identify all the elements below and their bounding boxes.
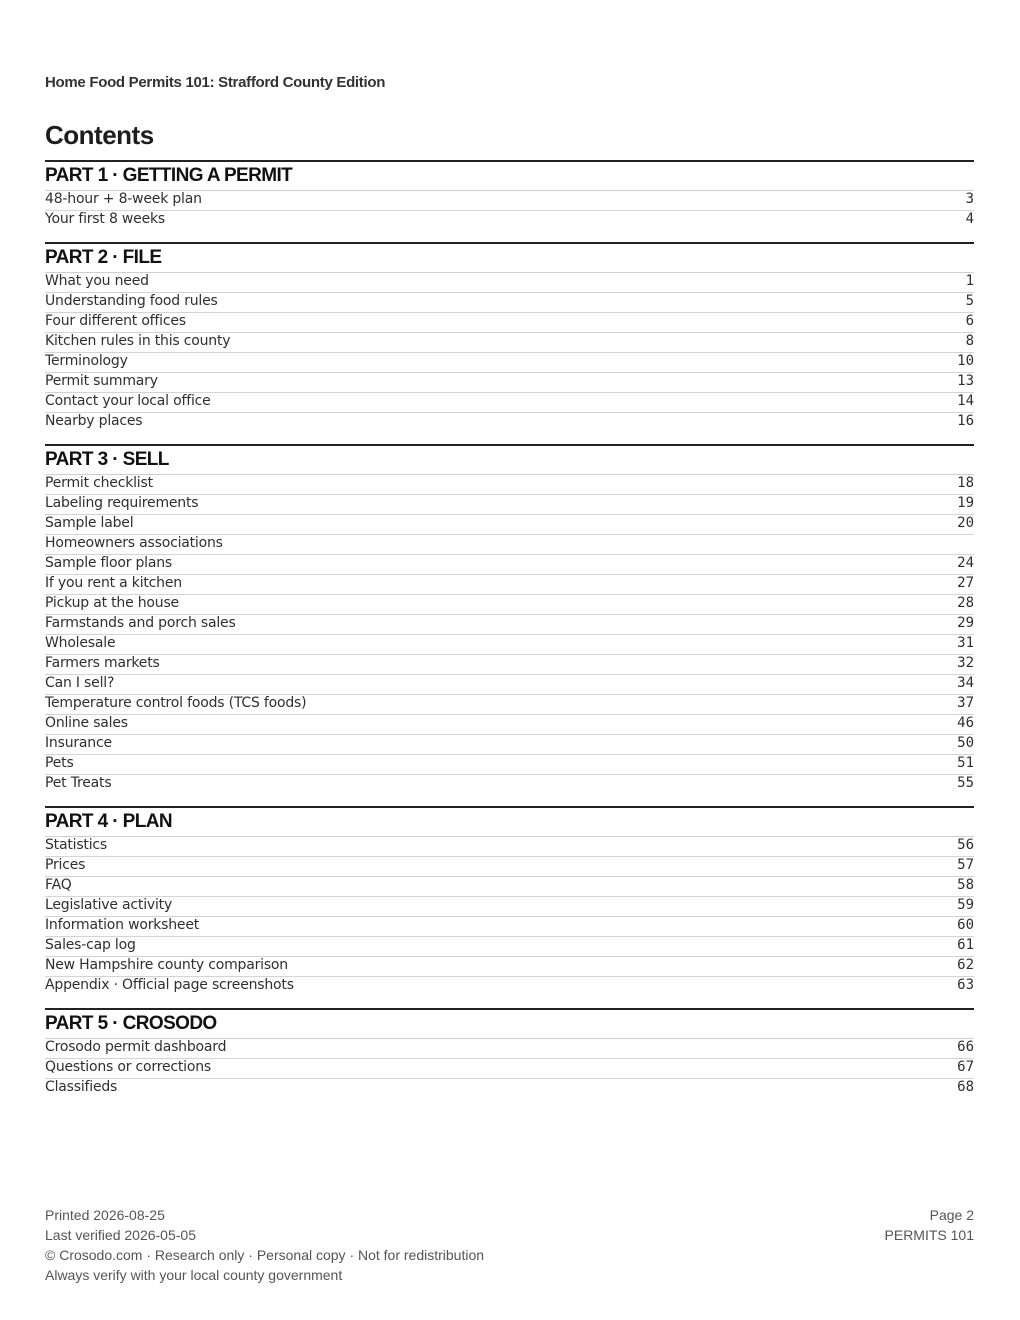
toc-entry-label: New Hampshire county comparison xyxy=(45,957,288,973)
toc-entry-page: 5 xyxy=(965,293,974,309)
toc-entry-label: Your first 8 weeks xyxy=(45,211,165,227)
part-title: PART 3 · SELL xyxy=(45,446,974,475)
toc-entry-label: Appendix · Official page screenshots xyxy=(45,977,294,993)
toc-entry-page: 61 xyxy=(957,937,974,953)
toc-entry[interactable] xyxy=(45,1079,974,1098)
toc-entry-page: 60 xyxy=(957,917,974,933)
toc-entry-label: Prices xyxy=(45,857,86,873)
toc-entry-page: 27 xyxy=(957,575,974,591)
table-of-contents xyxy=(45,160,974,1110)
toc-entry-label: Wholesale xyxy=(45,635,116,651)
toc-entry[interactable] xyxy=(45,495,974,515)
toc-entry-page: 63 xyxy=(957,977,974,993)
toc-entry-label: Contact your local office xyxy=(45,393,211,409)
toc-entry[interactable] xyxy=(45,615,974,635)
toc-entry[interactable] xyxy=(45,393,974,413)
toc-entry-label: Permit checklist xyxy=(45,475,153,491)
toc-entry-label: Four different offices xyxy=(45,313,186,329)
toc-entry-page: 18 xyxy=(957,475,974,491)
toc-entry[interactable] xyxy=(45,937,974,957)
toc-entry-page: 62 xyxy=(957,957,974,973)
toc-part xyxy=(45,1008,974,1098)
contents-heading: Contents xyxy=(45,120,154,150)
toc-entry[interactable] xyxy=(45,837,974,857)
toc-entry[interactable] xyxy=(45,635,974,655)
toc-entry-page: 31 xyxy=(957,635,974,651)
toc-entry-page: 14 xyxy=(957,393,974,409)
toc-entry-label: Crosodo permit dashboard xyxy=(45,1039,227,1055)
toc-entry-label: What you need xyxy=(45,273,149,289)
toc-entry-page: 10 xyxy=(957,353,974,369)
toc-entry-page: 16 xyxy=(957,413,974,429)
toc-entry[interactable] xyxy=(45,675,974,695)
toc-entry-label: Nearby places xyxy=(45,413,143,429)
document-title: Home Food Permits 101: Strafford County Edition xyxy=(45,74,386,91)
toc-entry-page: 3 xyxy=(965,191,974,207)
toc-entry-page: 51 xyxy=(957,755,974,771)
part-title: PART 5 · CROSODO xyxy=(45,1010,974,1039)
toc-entry-label: Terminology xyxy=(45,353,128,369)
toc-entry-label: Questions or corrections xyxy=(45,1059,211,1075)
toc-entry-page: 59 xyxy=(957,897,974,913)
toc-entry-page: 56 xyxy=(957,837,974,853)
toc-entry-label: Pet Treats xyxy=(45,775,112,791)
toc-entry-label: Understanding food rules xyxy=(45,293,218,309)
part-title: PART 4 · PLAN xyxy=(45,808,974,837)
toc-entry-page: 55 xyxy=(957,775,974,791)
toc-entry-page: 67 xyxy=(957,1059,974,1075)
toc-entry-page: 50 xyxy=(957,735,974,751)
toc-entry[interactable] xyxy=(45,515,974,535)
toc-entry-page: 28 xyxy=(957,595,974,611)
toc-entry[interactable] xyxy=(45,977,974,996)
toc-entry-page: 46 xyxy=(957,715,974,731)
toc-entry[interactable] xyxy=(45,413,974,432)
toc-entry-label: Online sales xyxy=(45,715,128,731)
toc-entry[interactable] xyxy=(45,353,974,373)
toc-part xyxy=(45,444,974,794)
document-short-title: PERMITS 101 xyxy=(884,1227,974,1243)
toc-entry-label: Farmers markets xyxy=(45,655,160,671)
page-number: Page 2 xyxy=(929,1207,974,1223)
toc-entry[interactable] xyxy=(45,755,974,775)
toc-entry-page: 34 xyxy=(957,675,974,691)
toc-entry-page: 6 xyxy=(965,313,974,329)
printed-date: Printed 2026-08-25 xyxy=(45,1207,165,1223)
toc-entry[interactable] xyxy=(45,917,974,937)
toc-entry[interactable] xyxy=(45,957,974,977)
toc-entry-label: Sales-cap log xyxy=(45,937,136,953)
toc-entry-label: FAQ xyxy=(45,877,72,893)
toc-entry-label: Homeowners associations xyxy=(45,535,223,551)
part-title: PART 1 · GETTING A PERMIT xyxy=(45,162,974,191)
toc-entry-page: 8 xyxy=(965,333,974,349)
toc-entry-label: Information worksheet xyxy=(45,917,200,933)
toc-entry[interactable] xyxy=(45,877,974,897)
toc-entry[interactable] xyxy=(45,1039,974,1059)
toc-entry[interactable] xyxy=(45,897,974,917)
toc-entry-label: Sample floor plans xyxy=(45,555,173,571)
toc-entry-page: 66 xyxy=(957,1039,974,1055)
toc-entry[interactable] xyxy=(45,695,974,715)
toc-entry-label: Sample label xyxy=(45,515,134,531)
toc-entry-page: 4 xyxy=(965,211,974,227)
toc-entry-page: 13 xyxy=(957,373,974,389)
toc-entry-page: 29 xyxy=(957,615,974,631)
toc-entry[interactable] xyxy=(45,715,974,735)
toc-entry-label: Insurance xyxy=(45,735,112,751)
toc-entry[interactable] xyxy=(45,273,974,293)
toc-entry[interactable] xyxy=(45,575,974,595)
toc-entry[interactable] xyxy=(45,595,974,615)
toc-entry-label: Pets xyxy=(45,755,74,771)
toc-entry-page: 1 xyxy=(965,273,974,289)
toc-entry-page: 58 xyxy=(957,877,974,893)
toc-entry[interactable] xyxy=(45,313,974,333)
verify-note: Always verify with your local county government xyxy=(45,1267,343,1283)
toc-entry-label: Temperature control foods (TCS foods) xyxy=(45,695,307,711)
toc-entry-label: 48-hour + 8-week plan xyxy=(45,191,202,207)
toc-entry-page: 24 xyxy=(957,555,974,571)
part-title: PART 2 · FILE xyxy=(45,244,974,273)
toc-entry-label: Pickup at the house xyxy=(45,595,179,611)
toc-entry[interactable] xyxy=(45,373,974,393)
toc-part xyxy=(45,242,974,432)
toc-entry-page: 57 xyxy=(957,857,974,873)
toc-entry[interactable] xyxy=(45,655,974,675)
toc-part xyxy=(45,806,974,996)
toc-entry-label: Legislative activity xyxy=(45,897,173,913)
toc-entry-page: 19 xyxy=(957,495,974,511)
toc-entry-label: Classifieds xyxy=(45,1079,118,1095)
toc-entry-label: Farmstands and porch sales xyxy=(45,615,236,631)
toc-entry[interactable] xyxy=(45,535,974,555)
footer-left xyxy=(45,1205,484,1285)
toc-entry[interactable] xyxy=(45,775,974,794)
toc-entry[interactable] xyxy=(45,857,974,877)
toc-entry[interactable] xyxy=(45,475,974,495)
toc-entry-label: If you rent a kitchen xyxy=(45,575,182,591)
toc-entry[interactable] xyxy=(45,555,974,575)
toc-entry-label: Labeling requirements xyxy=(45,495,199,511)
toc-entry-label: Can I sell? xyxy=(45,675,115,691)
toc-entry-label: Kitchen rules in this county xyxy=(45,333,231,349)
toc-entry-label: Permit summary xyxy=(45,373,158,389)
toc-entry[interactable] xyxy=(45,191,974,211)
toc-part xyxy=(45,160,974,230)
toc-entry[interactable] xyxy=(45,735,974,755)
toc-entry-page: 32 xyxy=(957,655,974,671)
toc-entry-page: 68 xyxy=(957,1079,974,1095)
toc-entry[interactable] xyxy=(45,293,974,313)
footer-right xyxy=(885,1205,974,1245)
last-verified-date: Last verified 2026-05-05 xyxy=(45,1227,196,1243)
toc-entry-page: 20 xyxy=(957,515,974,531)
toc-entry-page: 37 xyxy=(957,695,974,711)
toc-entry-label: Statistics xyxy=(45,837,107,853)
toc-entry[interactable] xyxy=(45,333,974,353)
copyright-notice: © Crosodo.com · Research only · Personal copy · Not for redistribution xyxy=(45,1247,485,1263)
toc-entry[interactable] xyxy=(45,211,974,230)
toc-entry[interactable] xyxy=(45,1059,974,1079)
